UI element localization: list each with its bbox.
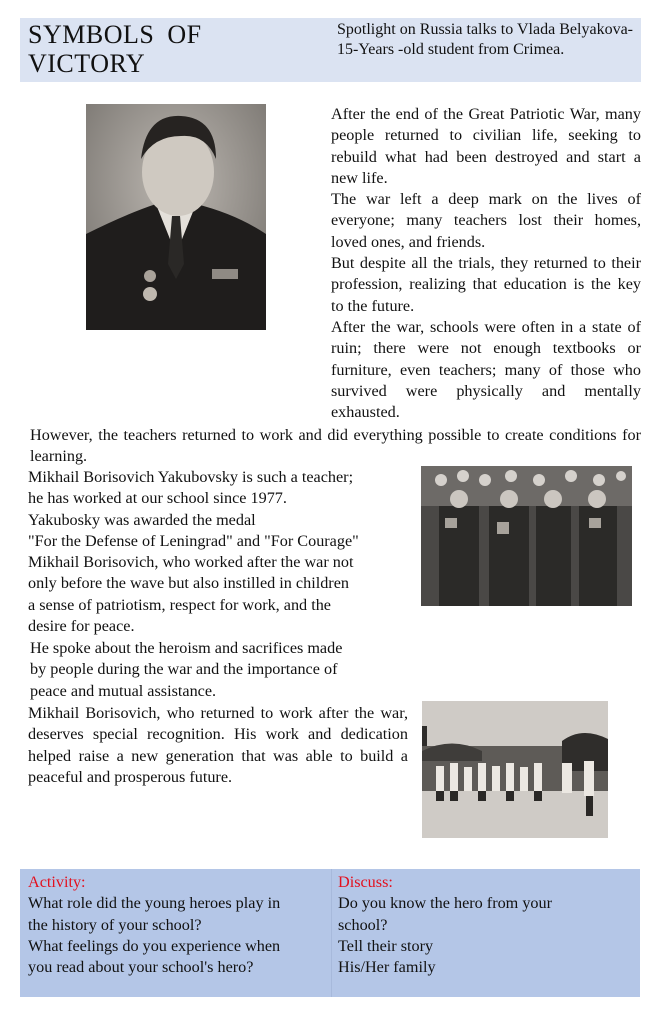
- subtitle: Spotlight on Russia talks to Vlada Belyakova-15-Years -old student from Crimea.: [337, 21, 633, 58]
- text-line: he has worked at our school since 1977.: [28, 489, 287, 508]
- text-line: by people during the war and the importance of: [30, 660, 338, 679]
- discuss-section: [332, 869, 640, 997]
- text-line: desire for peace.: [28, 617, 135, 636]
- title-line-1: SYMBOLS OF: [28, 20, 202, 49]
- discuss-line: His/Her family: [338, 958, 436, 977]
- title-line-2: VICTORY: [28, 49, 146, 78]
- paragraph: But despite all the trials, they returned to their profession, realizing that education is the key to the future.: [331, 254, 641, 315]
- heroism-paragraph: [30, 638, 405, 702]
- text-line: Yakubosky was awarded the medal: [28, 510, 256, 529]
- discuss-line: Do you know the hero from your: [338, 894, 552, 913]
- text-line: He spoke about the heroism and sacrifices made: [30, 639, 343, 657]
- paragraph: The war left a deep mark on the lives of everyone; many teachers lost their homes, loved ones, and friends.: [331, 190, 641, 251]
- text-line: peace and mutual assistance.: [30, 681, 217, 700]
- activity-line: the history of your school?: [28, 915, 202, 934]
- activity-section: [20, 869, 332, 997]
- activity-discuss-box: [20, 869, 640, 997]
- discuss-line: Tell their story: [338, 936, 434, 955]
- text-line: Mikhail Borisovich Yakubovsky is such a teacher;: [28, 468, 354, 486]
- children-group-photo: [422, 701, 608, 838]
- activity-line: What role did the young heroes play in: [28, 894, 281, 913]
- activity-line: you read about your school's hero?: [28, 958, 254, 977]
- intro-column: [331, 104, 641, 423]
- text-line: "For the Defense of Leningrad" and "For Courage": [28, 531, 359, 550]
- activity-line: What feelings do you experience when: [28, 936, 281, 955]
- teacher-paragraph: [28, 467, 413, 637]
- paragraph: After the end of the Great Patriotic War, many people returned to civilian life, seeking to rebuild what had been destroyed and start a new life.: [331, 105, 641, 187]
- text-line: Mikhail Borisovich, who worked after the war not: [28, 553, 354, 572]
- activity-heading: Activity:: [28, 873, 86, 891]
- paragraph: After the war, schools were often in a state of ruin; there were not enough textbooks or furniture, even teachers; many of those who survived were physically and mentally exhausted.: [331, 317, 641, 422]
- header-banner: [20, 18, 641, 82]
- discuss-line: school?: [338, 915, 388, 934]
- page-title: [20, 18, 332, 82]
- discuss-heading: Discuss:: [338, 873, 393, 891]
- text-line: a sense of patriotism, respect for work, and the: [28, 595, 331, 614]
- text-line: only before the wave but also instilled in children: [28, 574, 349, 593]
- paragraph-full-width: However, the teachers returned to work and did everything possible to create conditions for learning.: [30, 426, 641, 466]
- recognition-paragraph: Mikhail Borisovich, who returned to work after the war, deserves special recognition. His work and dedication helped raise a new generation that was able to build a peaceful and prosperous future.: [28, 704, 408, 786]
- portrait-photo: [86, 104, 266, 330]
- veterans-group-photo: [421, 466, 632, 606]
